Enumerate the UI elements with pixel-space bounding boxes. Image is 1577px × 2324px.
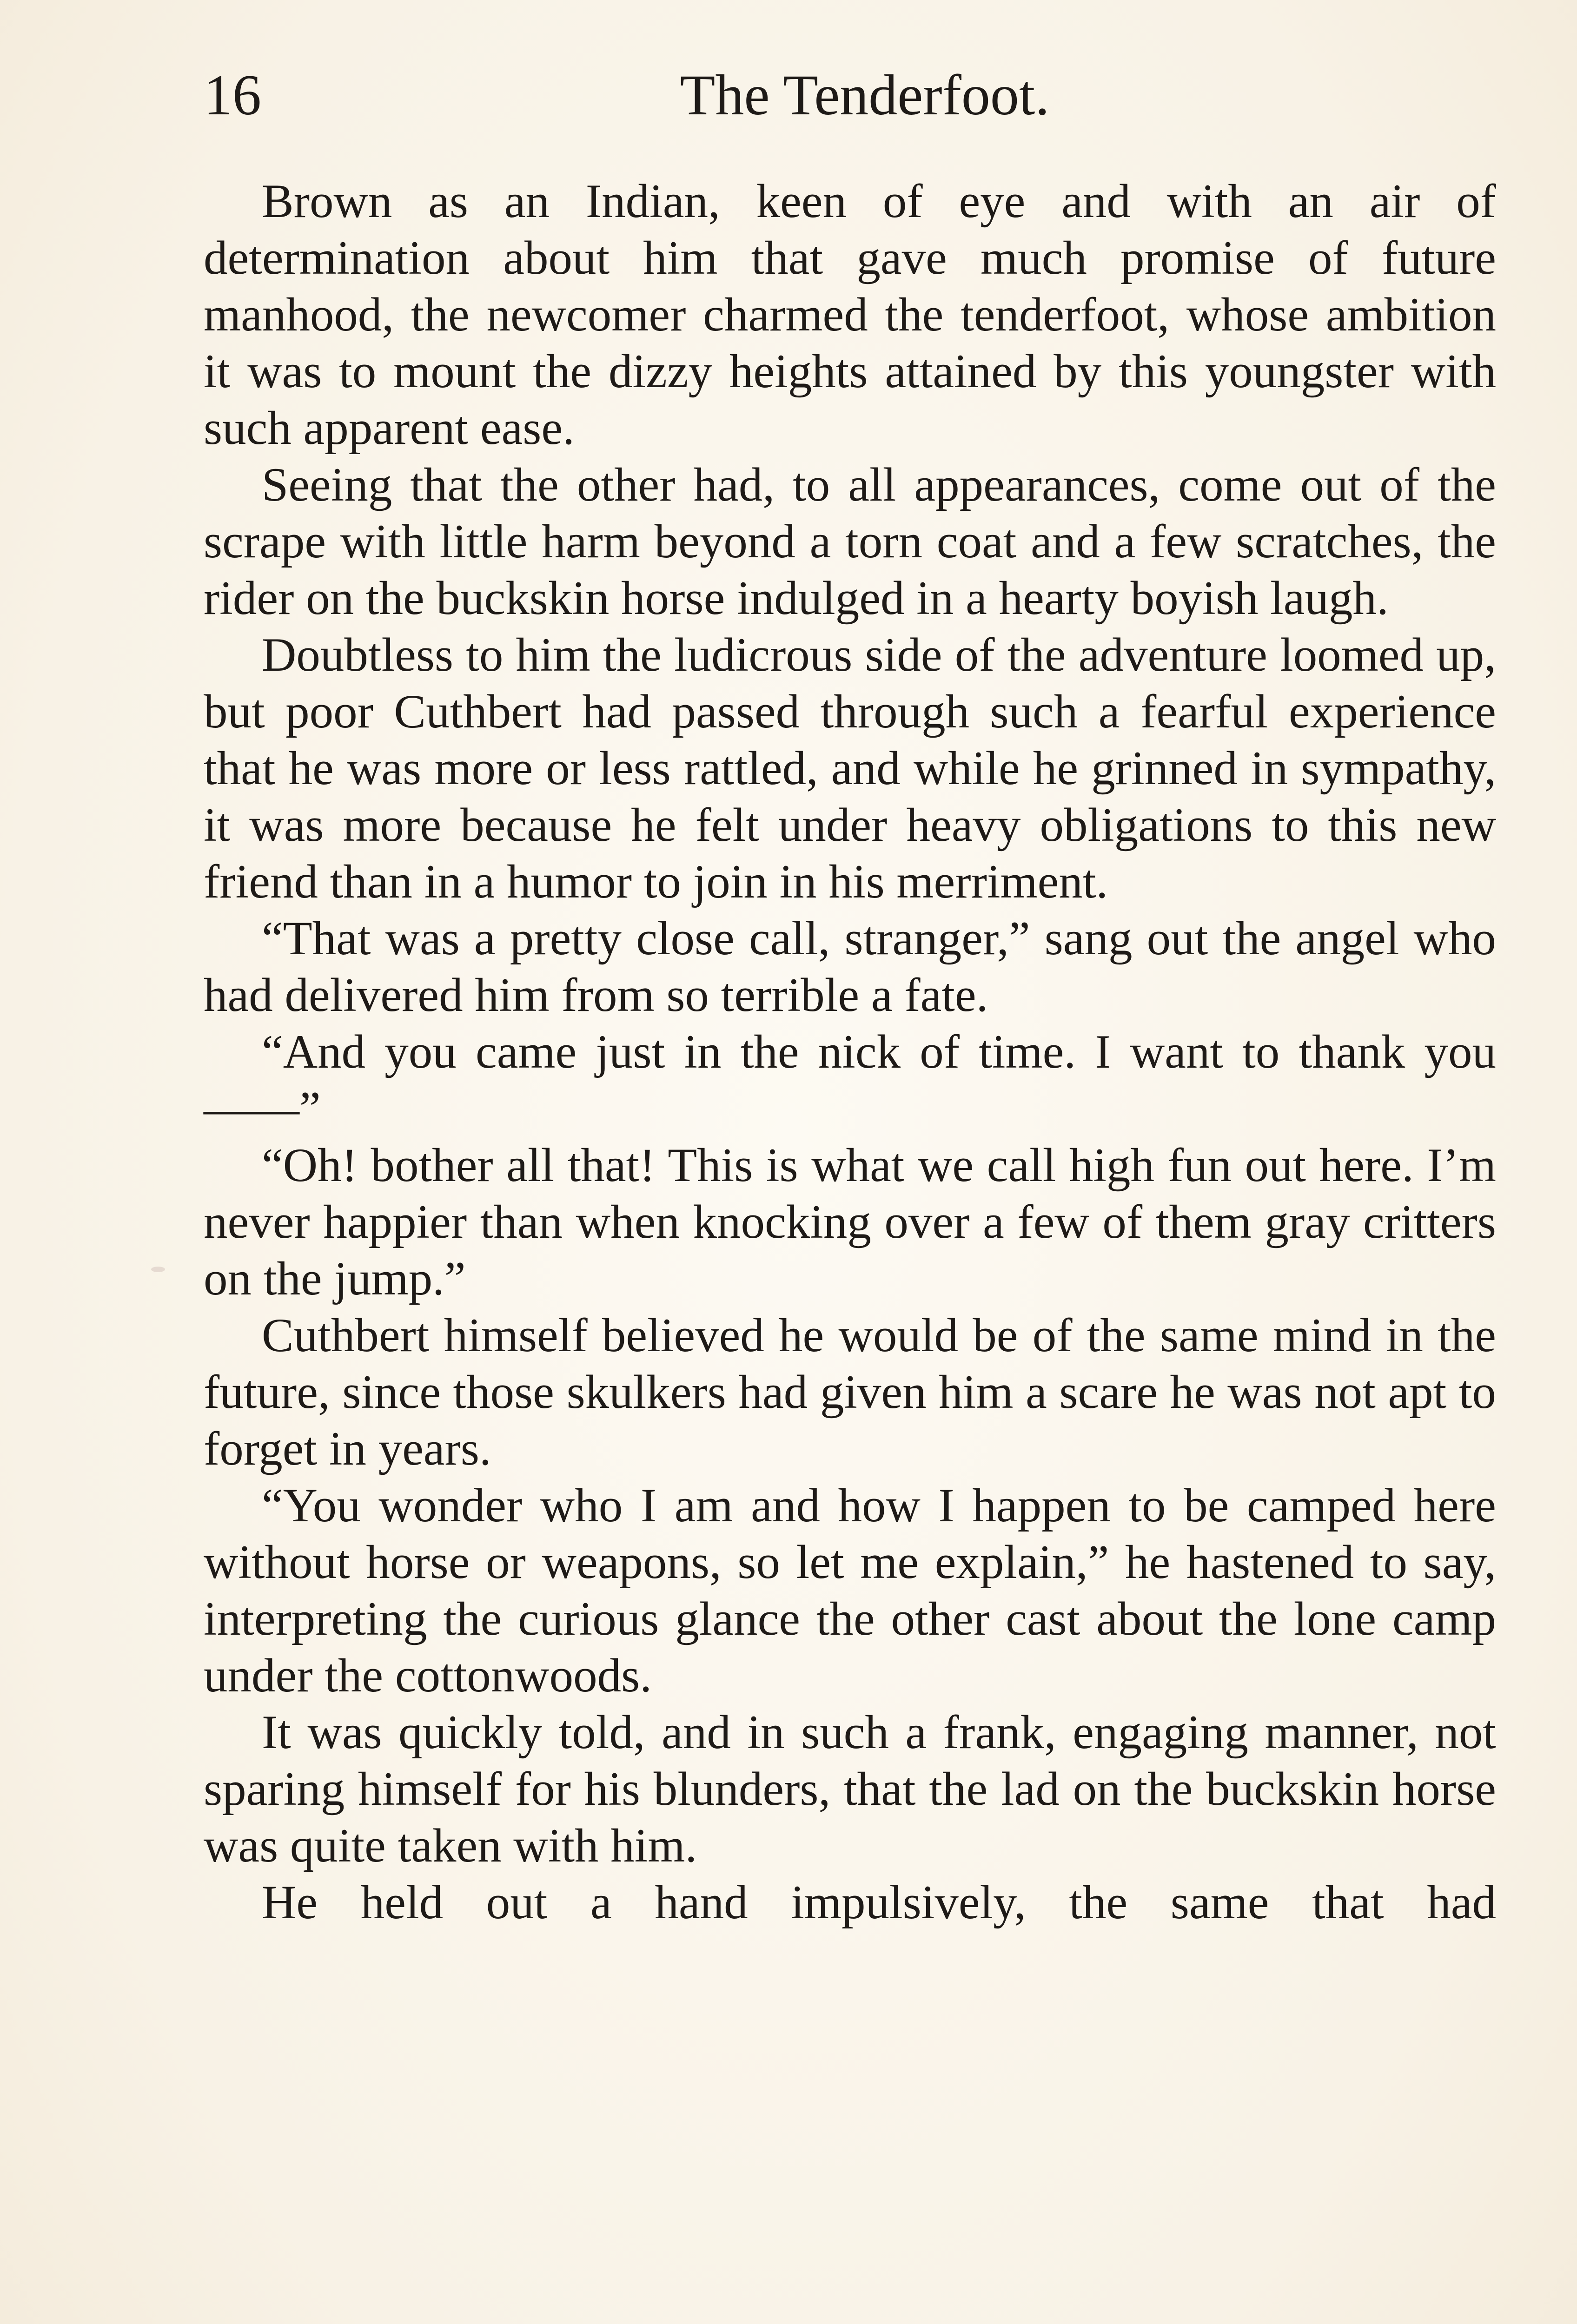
running-title: The Tenderfoot. [680,63,1050,127]
paragraph: He held out a hand impulsively, the same that had [262,1876,1496,1929]
ink-smudge [151,1267,165,1272]
page-header [204,60,1493,130]
paragraph: Cuthbert himself believed he would be of the same mind in the future, since those skulkers had given him a scare he was not apt to forget in years. [204,1309,1496,1475]
paragraph: “That was a pretty close call, stranger,” sang out the angel who had delivered him from so terrible a fate. [204,912,1496,1022]
paragraph: Doubtless to him the ludicrous side of the adventure loomed up, but poor Cuthbert had passed through such a fearful experience that he was more or less rattled, and while he grinned in sympathy, it was more because he felt under heavy obligations to this new friend than in a humor to join in his merriment. [204,628,1496,908]
paragraph: “You wonder who I am and how I happen to be camped here without horse or weapons, so let me explain,” he hastened to say, interpreting the curious glance the other cast about the lone camp under the cottonwoods. [204,1479,1496,1702]
body-text [204,173,1496,1931]
paragraph: “Oh! bother all that! This is what we call high fun out here. I’m never happier than when knocking over a few of them gray critters on the jump.” [204,1139,1496,1305]
page-number: 16 [204,63,261,127]
paragraph: Brown as an Indian, keen of eye and with an air of determination about him that gave much promise of future manhood, the newcomer charmed the tenderfoot, whose ambition it was to mount the dizzy heights attained by this youngster with such apparent ease. [204,175,1496,455]
paragraph: “And you came just in the nick of time. I want to thank you——” [204,1025,1496,1135]
paragraph: Seeing that the other had, to all appearances, come out of the scrape with little harm beyond a torn coat and a few scratches, the rider on the buckskin horse indulged in a hearty boyish laugh. [204,458,1496,625]
paragraph: It was quickly told, and in such a frank, engaging manner, not sparing himself for his blunders, that the lad on the buckskin horse was quite taken with him. [204,1706,1496,1872]
